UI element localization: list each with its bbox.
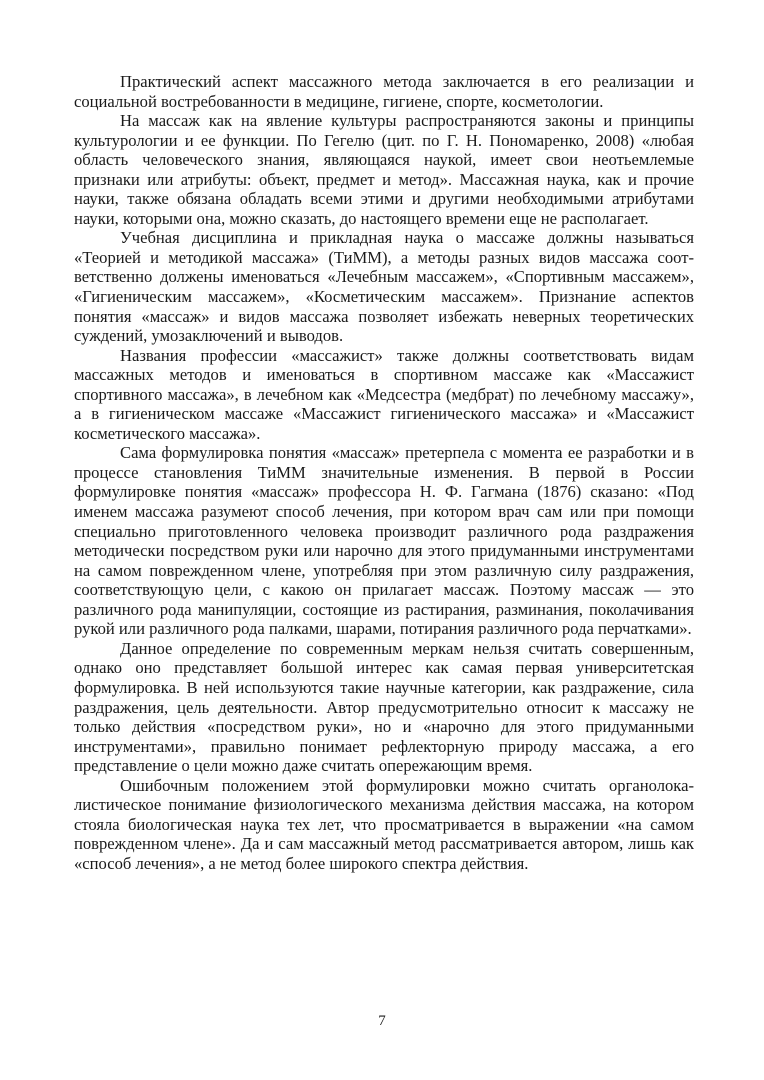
paragraph: Учебная дисциплина и прикладная наука о массаже должны называться «Теорией и методикой массажа» (ТиММ), а методы разных видов массажа соответственно должены именоваться «Лечебным массажем», «Спортивным массажем», «Гигиеническим массажем», «Косметическим массажем». Признание аспектов понятия «массаж» и видов массажа позволяет избежать неверных теоретических суждений, умозаключений и выводов. <box>74 228 694 346</box>
page-number: 7 <box>378 1013 386 1029</box>
body-text <box>74 72 694 873</box>
paragraph: Данное определение по современным меркам нельзя считать совершенным, однако оно представляет большой интерес как самая первая университетская формулировка. В ней используются такие научные категории, как раздражение, сила раздражения, цель деятельности. Автор предусмотрительно относит к массажу не только действия «посредством руки», но и «нарочно для этого придуманными инструментами», правильно понимает рефлекторную природу массажа, а его представление о цели можно даже считать опережающим время. <box>74 638 694 776</box>
paragraph: Названия профессии «массажист» также должны соответствовать видам массажных методов и именоваться в спортивном массаже как «Массажист спортивного массажа», в лечебном как «Медсестра (медбрат) по лечебному массажу», а в гигиеническом массаже «Массажист гигиенического массажа» и «Массажист косметического массажа». <box>74 345 694 443</box>
paragraph: На массаж как на явление культуры распространяются законы и принципы культурологии и ее функции. По Гегелю (цит. по Г. Н. Пономаренко, 2008) «любая область человеческого знания, являющаяся наукой, имеет свои неотьемлемые признаки или атрибуты: объект, предмет и метод». Массажная наука, как и прочие науки, также обязана обладать всеми этими и другими необходимыми атрибутами науки, которыми она, можно сказать, до настоящего времени еще не располагает. <box>74 111 694 228</box>
paragraph: Практический аспект массажного метода заключается в его реализации и социальной востребованности в медицине, гигиене, спорте, косметологии. <box>74 72 694 111</box>
paragraph: Сама формулировка понятия «массаж» претерпела с момента ее разработки и в процессе становления ТиММ значительные изменения. В первой в России формулировке понятия «массаж» профессора Н. Ф. Гагмана (1876) сказано: «Под именем массажа разумеют способ лечения, при котором врач сам или при помощи специально приготовленного человека производит различного рода раздражения методически посредством руки или нарочно для этого придуманными инструментами на самом поврежденном члене, употребляя при этом различную силу раздражения, соответствующую цели, с какою он прилагает массаж. Поэтому массаж — это различного рода манипуляции, состоящие из растирания, разминания, поколачивания рукой или различного рода палками, шарами, потирания различного рода перчатками». <box>74 443 694 639</box>
paragraph: Ошибочным положением этой формулировки можно считать органолокалистическое понимание физиологического механизма действия массажа, на котором стояла биологическая наука тех лет, что просматривается в выражении «на самом поврежденном члене». Да и сам массажный метод рассматривается автором, лишь как «способ лечения», а не метод более широкого спектра действия. <box>74 775 694 873</box>
